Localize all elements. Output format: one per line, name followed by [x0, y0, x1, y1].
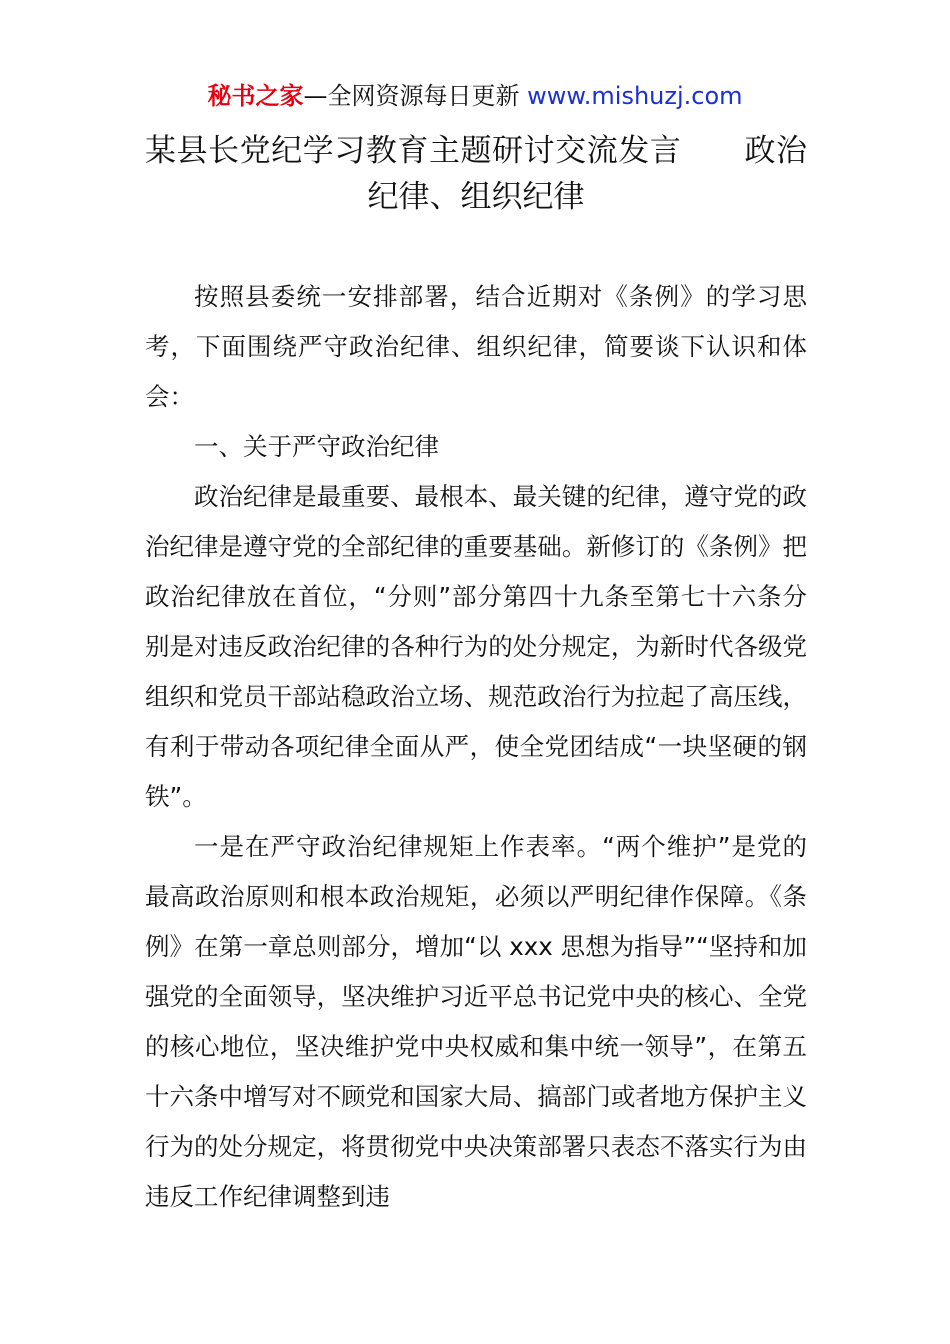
site-header	[0, 80, 950, 112]
document-title	[145, 128, 807, 220]
body-paragraph: 一是在严守政治纪律规矩上作表率。“两个维护”是党的最高政治原则和根本政治规矩，必须以严明纪律作保障。《条例》在第一章总则部分，增加“以 xxx 思想为指导”“坚持和加强党的全面领导，坚决维护习近平总书记党中央的核心、全党的核心地位，坚决维护党中央权威和集中统一领导”，在第五十六条中增写对不顾党和国家大局、搞部门或者地方保护主义行为的处分规定，将贯彻党中央决策部署只表态不落实行为由违反工作纪律调整到违	[145, 832, 807, 1211]
section-heading: 一、关于严守政治纪律	[194, 432, 439, 461]
body-paragraph: 政治纪律是最重要、最根本、最关键的纪律，遵守党的政治纪律是遵守党的全部纪律的重要基础。新修订的《条例》把政治纪律放在首位，“分则”部分第四十九条至第七十六条分别是对违反政治纪律的各种行为的处分规定，为新时代各级党组织和党员干部站稳政治立场、规范政治行为拉起了高压线，有利于带动各项纪律全面从严，使全党团结成“一块坚硬的钢铁”。	[145, 482, 807, 811]
document-body	[145, 272, 807, 1222]
site-brand: 秘书之家	[207, 82, 304, 110]
title-line-1: 某县长党纪学习教育主题研讨交流发言 政治	[145, 133, 807, 169]
site-slogan: —全网资源每日更新	[303, 82, 528, 110]
site-url-link[interactable]: www.mishuzj.com	[527, 82, 743, 110]
title-line-2: 纪律、组织纪律	[367, 179, 585, 215]
intro-paragraph: 按照县委统一安排部署，结合近期对《条例》的学习思考，下面围绕严守政治纪律、组织纪律，简要谈下认识和体会：	[145, 282, 807, 411]
